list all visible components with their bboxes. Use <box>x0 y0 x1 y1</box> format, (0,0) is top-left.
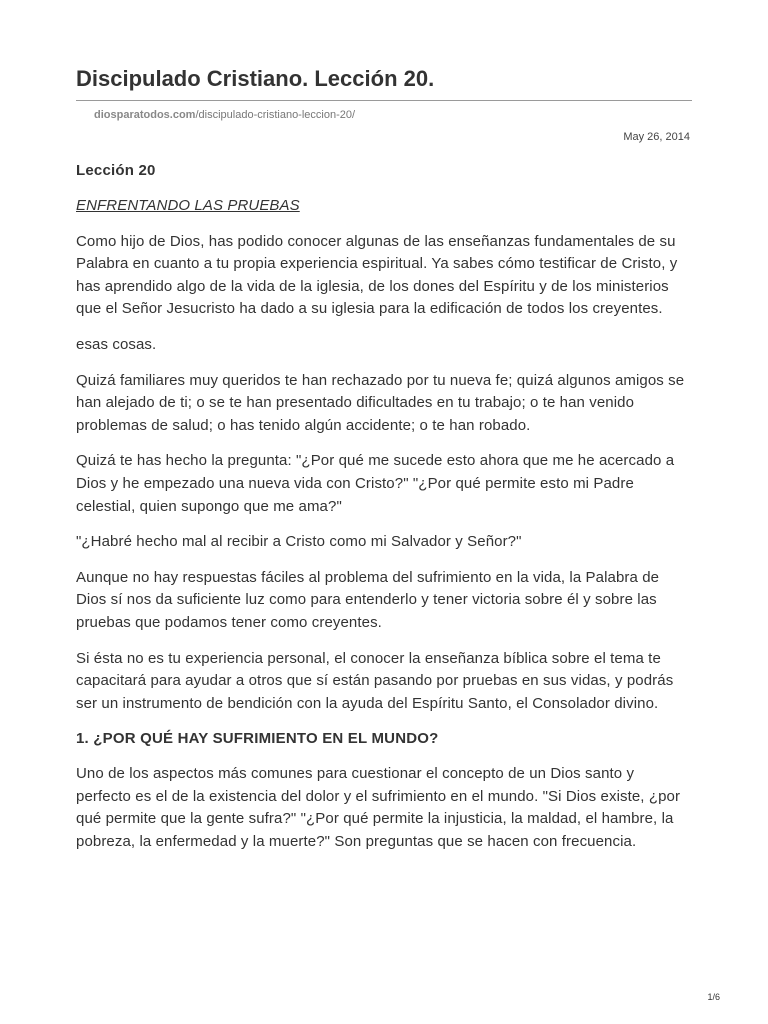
body-paragraph: Quizá te has hecho la pregunta: "¿Por qué me sucede esto ahora que me he acercado a Dios y he empezado una nueva vida con Cristo?" "¿Por qué permite esto mi Padre celestial, quien supongo que me ama?" <box>76 452 675 515</box>
section-paragraph: Uno de los aspectos más comunes para cuestionar el concepto de un Dios santo y perfecto es el de la existencia del dolor y el sufrimiento en el mundo. "Si Dios existe, ¿por qué permite que la gente sufra?" "¿Por qué permite la injusticia, la maldad, el hambre, la pobreza, la enfermedad y la muerte?" Son preguntas que se hacen con frecuencia. <box>76 765 681 851</box>
lesson-subtitle: ENFRENTANDO LAS PRUEBAS <box>76 197 300 214</box>
source-domain[interactable]: diosparatodos.com <box>94 109 196 121</box>
body-paragraph: Como hijo de Dios, has podido conocer algunas de las enseñanzas fundamentales de su Palabra en cuanto a tu propia experiencia espiritual. Ya sabes cómo testificar de Cristo, y has aprendido algo de la vida de la iglesia, de los dones del Espíritu y de los ministerios que el Señor Jesucristo ha dado a su iglesia para la edificación de todos los creyentes. <box>76 232 678 318</box>
body-paragraph: Aunque no hay respuestas fáciles al problema del sufrimiento en la vida, la Palabra de Dios sí nos da suficiente luz como para entenderlo y tener victoria sobre él y sobre las pruebas que podamos tener como creyentes. <box>76 568 660 631</box>
source-path[interactable]: /discipulado-cristiano-leccion-20/ <box>195 109 356 121</box>
body-paragraph: esas cosas. <box>76 335 157 353</box>
body-paragraph: Si ésta no es tu experiencia personal, el conocer la enseñanza bíblica sobre el tema te capacitará para ayudar a otros que sí están pasando por pruebas en sus vidas, y podrás ser un instrumento de bendición con la ayuda del Espíritu Santo, el Consolador divino. <box>76 649 674 712</box>
section-heading: 1. ¿POR QUÉ HAY SUFRIMIENTO EN EL MUNDO? <box>76 730 439 748</box>
article-body <box>76 160 692 867</box>
page-title: Discipulado Cristiano. Lección 20. <box>76 66 435 91</box>
source-url[interactable] <box>94 109 355 121</box>
publish-date: May 26, 2014 <box>623 131 690 143</box>
body-paragraph: Quizá familiares muy queridos te han rechazado por tu nueva fe; quizá algunos amigos se han alejado de ti; o se te han presentado dificultades en tu trabajo; o te han venido problemas de salud; o has tenido algún accidente; o te han robado. <box>76 371 685 434</box>
page-number: 1/6 <box>707 992 720 1002</box>
title-divider <box>76 100 692 101</box>
lesson-heading: Lección 20 <box>76 162 156 179</box>
body-paragraph: "¿Habré hecho mal al recibir a Cristo como mi Salvador y Señor?" <box>76 533 522 551</box>
